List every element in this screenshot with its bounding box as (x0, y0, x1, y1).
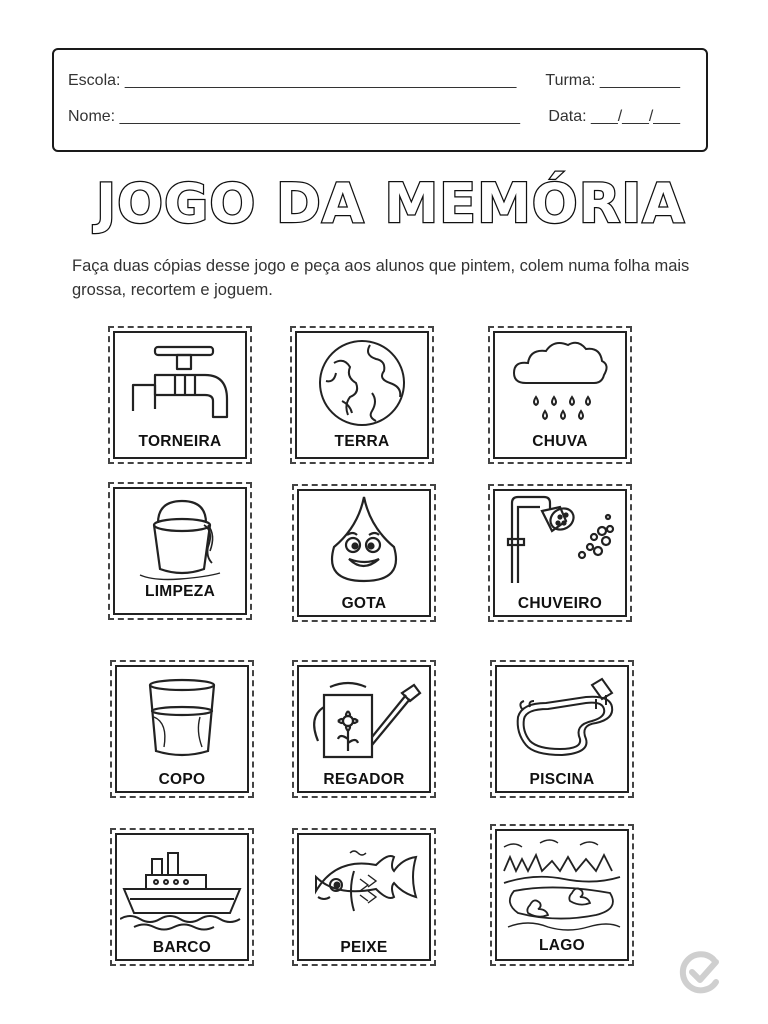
card-label: COPO (158, 771, 206, 788)
card-copo (110, 660, 254, 798)
class-field[interactable]: Turma: _________ (545, 72, 680, 89)
lake-icon (500, 835, 624, 933)
card-label: BARCO (152, 939, 212, 956)
card-chuveiro (488, 484, 632, 622)
card-chuva (488, 326, 632, 464)
card-peixe (292, 828, 436, 966)
globe-icon (312, 337, 412, 429)
card-label: REGADOR (323, 771, 405, 788)
student-info-box (52, 48, 708, 152)
checkmark-logo-icon (676, 948, 724, 996)
instructions-text: Faça duas cópias desse jogo e peça aos alunos que pintem, colem numa folha mais grossa, recortem e joguem. (72, 257, 690, 299)
card-label: LAGO (539, 937, 585, 954)
card-label: TORNEIRA (138, 433, 222, 450)
card-piscina (490, 660, 634, 798)
card-torneira (108, 326, 252, 464)
card-regador (292, 660, 436, 798)
card-label: LIMPEZA (144, 583, 216, 600)
glass-icon (142, 677, 222, 763)
watering-can-icon (302, 677, 426, 767)
card-barco (110, 828, 254, 966)
rain-cloud-icon (510, 339, 610, 431)
card-label: PEIXE (340, 939, 388, 956)
card-label: PISCINA (529, 771, 595, 788)
card-label: GOTA (341, 595, 387, 612)
water-drop-icon (319, 493, 409, 585)
card-label: TERRA (334, 433, 390, 450)
school-field[interactable]: Escola: ____________________________________________ (68, 72, 517, 89)
card-limpeza (108, 482, 252, 620)
date-field[interactable]: Data: ___/___/___ (548, 108, 680, 125)
name-field[interactable]: Nome: _____________________________________________ (68, 108, 520, 125)
card-lago (490, 824, 634, 966)
card-label: CHUVA (532, 433, 588, 450)
bucket-icon (130, 495, 230, 583)
faucet-icon (125, 337, 235, 429)
shower-icon (498, 493, 622, 587)
card-gota (292, 484, 436, 622)
boat-icon (120, 849, 244, 935)
card-label: CHUVEIRO (517, 595, 603, 612)
pool-icon (500, 677, 624, 765)
card-terra (290, 326, 434, 464)
fish-icon (302, 845, 426, 933)
page-title: JOGO DA MEMÓRIA (96, 172, 686, 235)
